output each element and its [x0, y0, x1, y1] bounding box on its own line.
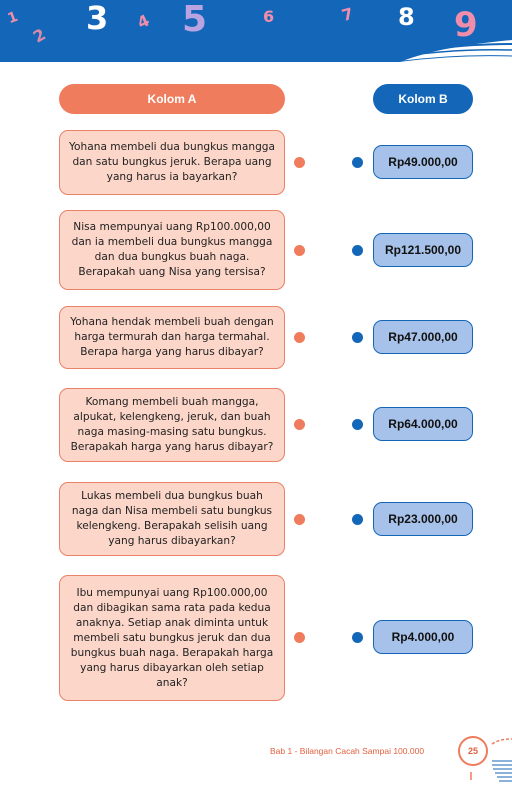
column-b-connector-dot[interactable] [352, 332, 363, 343]
column-b-connector-dot[interactable] [352, 157, 363, 168]
banner-digit-5: 5 [182, 0, 208, 40]
answer-box: Rp121.500,00 [373, 233, 473, 267]
answer-box: Rp64.000,00 [373, 407, 473, 441]
answer-box: Rp47.000,00 [373, 320, 473, 354]
answer-box: Rp49.000,00 [373, 145, 473, 179]
answer-box: Rp4.000,00 [373, 620, 473, 654]
column-b-connector-dot[interactable] [352, 514, 363, 525]
column-a-connector-dot[interactable] [294, 419, 305, 430]
question-box: Yohana membeli dua bungkus mangga dan satu bungkus jeruk. Berapa uang yang harus ia bayarkan? [59, 130, 285, 195]
column-b-connector-dot[interactable] [352, 245, 363, 256]
question-box: Lukas membeli dua bungkus buah naga dan Nisa membeli satu bungkus kelengkeng. Berapakah selisih uang yang harus dibayarkan? [59, 482, 285, 556]
page-number: 25 [458, 736, 488, 766]
question-box: Yohana hendak membeli buah dengan harga termurah dan harga termahal. Berapa harga yang harus dibayar? [59, 306, 285, 369]
column-a-connector-dot[interactable] [294, 514, 305, 525]
column-b-connector-dot[interactable] [352, 419, 363, 430]
banner-digit-8: 8 [398, 3, 415, 31]
footer-chapter-title: Bab 1 - Bilangan Cacah Sampai 100.000 [270, 746, 425, 756]
banner-digit-7: 7 [339, 3, 356, 26]
question-box: Nisa mempunyai uang Rp100.000,00 dan ia membeli dua bungkus mangga dan dua bungkus buah naga. Berapakah uang Nisa yang tersisa? [59, 210, 285, 290]
column-a-connector-dot[interactable] [294, 332, 305, 343]
banner-digit-4: 4 [134, 10, 153, 33]
column-a-connector-dot[interactable] [294, 632, 305, 643]
header-banner [0, 0, 512, 62]
question-box: Ibu mempunyai uang Rp100.000,00 dan dibagikan sama rata pada kedua anaknya. Setiap anak diminta untuk membeli satu bungkus jeruk dan dua bungkus buah naga. Berapakah harga yang harus dibayarkan oleh setiap anak? [59, 575, 285, 701]
banner-digit-1: 1 [5, 8, 21, 28]
banner-digit-6: 6 [263, 7, 275, 26]
column-a-header: Kolom A [59, 84, 285, 114]
column-b-header: Kolom B [373, 84, 473, 114]
banner-digit-9: 9 [454, 5, 478, 45]
banner-digit-3: 3 [86, 0, 109, 37]
answer-box: Rp23.000,00 [373, 502, 473, 536]
column-a-connector-dot[interactable] [294, 157, 305, 168]
banner-digit-2: 2 [29, 24, 49, 47]
question-box: Komang membeli buah mangga, alpukat, kelengkeng, jeruk, dan buah naga masing-masing satu bungkus. Berapakah harga yang harus dibayar? [59, 388, 285, 462]
footer-decoration [462, 736, 512, 785]
column-b-connector-dot[interactable] [352, 632, 363, 643]
column-a-connector-dot[interactable] [294, 245, 305, 256]
